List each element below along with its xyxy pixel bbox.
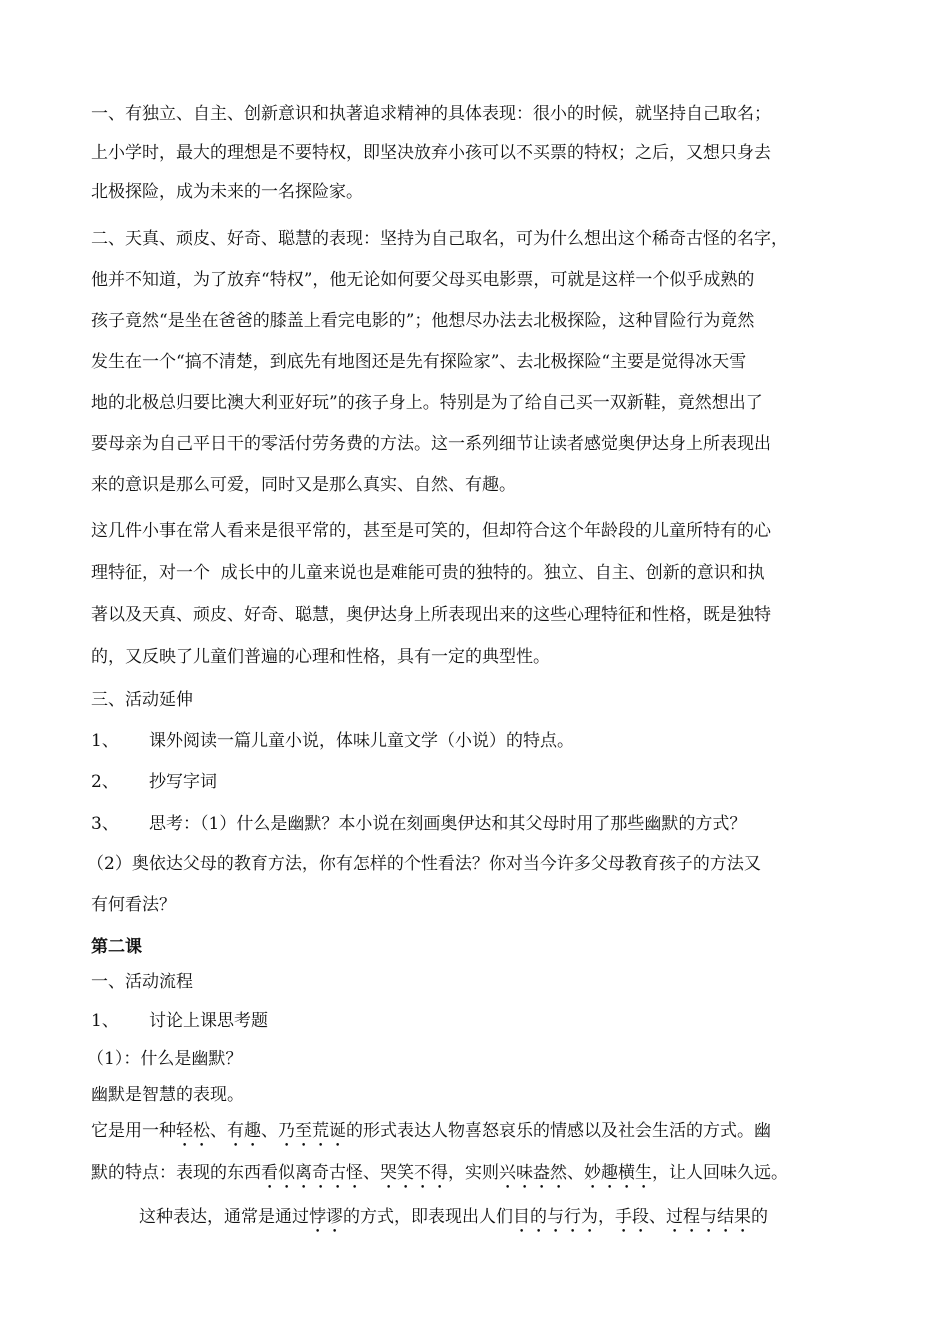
list-number: 1、 (91, 1011, 119, 1031)
text-line: 孩子竟然“是坐在爸爸的膝盖上看完电影的”；他想尽办法去北极探险，这种冒险行为竟然 (91, 311, 755, 331)
list-text: 课外阅读一篇儿童小说，体味儿童文学（小说）的特点。 (149, 731, 574, 751)
text-run: ，实则 (448, 1163, 499, 1183)
list-item (91, 814, 746, 834)
text-line: 有何看法？ (91, 895, 176, 915)
text-line: （2）奥依达父母的教育方法，你有怎样的个性看法？你对当今许多父母教育孩子的方法又 (87, 854, 761, 874)
paragraph-summary (91, 521, 771, 667)
text-line: 要母亲为自己平日干的零活付劳务费的方法。这一系列细节让读者感觉奥伊达身上所表现出 (91, 434, 771, 454)
list-item (91, 731, 574, 751)
text-line (91, 1163, 788, 1193)
humor-statement: 幽默是智慧的表现。 (91, 1085, 244, 1105)
list-text: 抄写字词 (149, 772, 217, 792)
text-run: ，让人回味久远。 (652, 1163, 788, 1183)
text-line: 地的北极总归要比澳大利亚好玩”的孩子身上。特别是为了给自己买一双新鞋，竟然想出了 (91, 393, 763, 413)
text-line (91, 1121, 788, 1163)
section-title-extension: 三、活动延伸 (91, 690, 193, 710)
list-number: 1、 (91, 731, 119, 751)
paragraph-innocence (91, 229, 788, 495)
text-run: 默的特点：表现的东西 (91, 1163, 261, 1183)
text-line: 他并不知道，为了放弃“特权”，他无论如何要父母买电影票，可就是这样一个似乎成熟的 (91, 270, 755, 290)
emphasized-text: 兴味盎然、妙趣横生 (499, 1163, 652, 1183)
text-line: 发生在一个“搞不清楚，到底先有地图还是先有探险家”、去北极探险“主要是觉得冰天雪 (91, 352, 747, 372)
text-line: 北极探险，成为未来的一名探险家。 (91, 182, 363, 202)
text-line: 的，又反映了儿童们普遍的心理和性格，具有一定的典型性。 (91, 647, 550, 667)
expression-paragraph (91, 1207, 768, 1237)
emphasized-text: 轻松、有趣、乃至荒诞 (176, 1121, 346, 1141)
text-run: 的方式，即表现出人们 (343, 1207, 513, 1227)
list-item (91, 772, 217, 792)
text-line: 来的意识是那么可爱，同时又是那么真实、自然、有趣。 (91, 475, 516, 495)
question-two (87, 854, 761, 915)
list-text: 思考：（1）什么是幽默？本小说在刻画奥伊达和其父母时用了那些幽默的方式？ (149, 814, 747, 834)
lesson-heading: 第二课 (91, 937, 142, 957)
text-line: 这几件小事在常人看来是很平常的，甚至是可笑的，但却符合这个年龄段的儿童所特有的心 (91, 521, 771, 541)
emphasized-text: 目的与行为，手段、过程与结果 (513, 1207, 751, 1227)
section-title-flow: 一、活动流程 (91, 972, 193, 992)
text-run: 这种表达，通常是通过 (139, 1207, 309, 1227)
text-run: 的 (751, 1207, 768, 1227)
list-number: 2、 (91, 772, 119, 792)
humor-definition (91, 1121, 788, 1193)
list-number: 3、 (91, 814, 119, 834)
text-line: 著以及天真、顽皮、好奇、聪慧，奥伊达身上所表现出来的这些心理特征和性格，既是独特 (91, 605, 771, 625)
emphasized-text: 看似离奇古怪、哭笑不得 (261, 1163, 448, 1183)
text-line: 一、有独立、自主、创新意识和执著追求精神的具体表现：很小的时候，就坚持自己取名； (91, 104, 771, 124)
list-item (91, 1011, 268, 1031)
text-line: 二、天真、顽皮、好奇、聪慧的表现：坚持为自己取名，可为什么想出这个稀奇古怪的名字， (91, 229, 788, 249)
text-run: 的形式表达人物喜怒哀乐的情感以及社会生活的方式。幽 (346, 1121, 771, 1141)
emphasized-text: 悖谬 (309, 1207, 343, 1227)
text-line: 理特征，对一个 成长中的儿童来说也是难能可贵的独特的。独立、自主、创新的意识和执 (91, 563, 765, 583)
question-label: （1）：什么是幽默？ (87, 1049, 243, 1069)
paragraph-traits (91, 104, 771, 202)
text-line: 上小学时，最大的理想是不要特权，即坚决放弃小孩可以不买票的特权；之后，又想只身去 (91, 143, 771, 163)
text-run: 它是用一种 (91, 1121, 176, 1141)
list-text: 讨论上课思考题 (149, 1011, 268, 1031)
